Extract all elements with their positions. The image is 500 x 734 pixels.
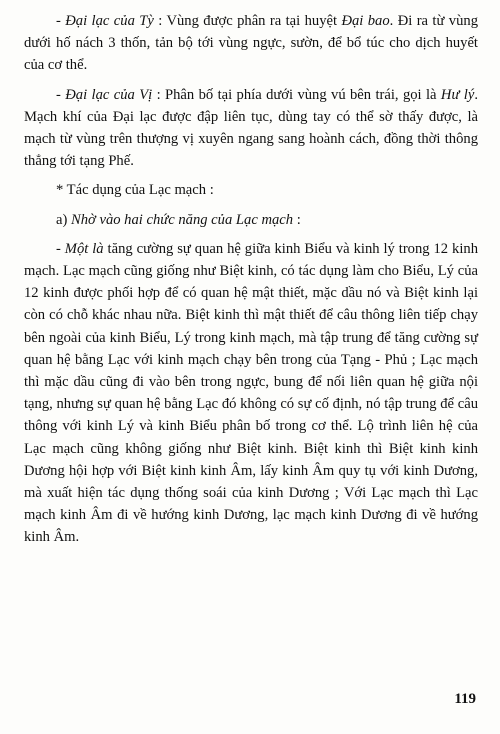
subheading-a: [24, 209, 478, 231]
section-heading-tac-dung: [24, 179, 478, 201]
term-label-dai-lac-vi: - Đại lạc của Vị: [56, 86, 153, 103]
subheading-suffix: :: [293, 211, 301, 228]
paragraph-text: tăng cường sự quan hệ giữa kinh Biểu và kinh lý trong 12 kinh mạch. Lạc mạch cũng giống như Biệt kinh, có tác dụng làm cho Biểu, Lý của 12 kinh được phối hợp để có quan hệ mật thiết, mặc dầu nó và Biệt kinh lại còn có chỗ khác nhau nữa. Biệt kinh thì mật thiết để câu thông liên tiếp chạy bên ngoài của kinh Biểu, Lý trong kinh mạch, mà tập trung để tăng cường sự quan hệ bằng Lạc với kinh mạch chạy bên trong của Tạng - Phủ ; Lạc mạch thì mặc dầu cũng đi vào bên trong ngực, bung để nối liên quan hệ giữa nội tạng, nhưng sự quan hệ bằng Lạc đó không có sự cố định, nó tập trung để câu thông với kinh Lý và kinh Biểu phân bố trong cơ thể. Lộ trình liên hệ của Lạc mạch cũng không giống như Biệt kinh. Biệt kinh thì Biệt kinh kinh Dương hội hợp với Biệt kinh kinh Âm, lấy kinh Âm quy tụ với kinh Dương, mà xuất hiện tác dụng thống soái của kinh Dương ; Với Lạc mạch thì Lạc mạch kinh Âm đi về hướng kinh Dương, lạc mạch kinh Dương đi về hướng kinh Âm.: [24, 240, 478, 546]
term-label-mot-la: - Một là: [56, 240, 104, 257]
paragraph-dai-lac-cua-vi: [24, 84, 478, 173]
term-hu-ly: Hư lý: [440, 86, 475, 103]
heading-text: * Tác dụng của Lạc mạch :: [56, 182, 214, 199]
paragraph-text: . Đi ra từ vùng dưới hố nách 3 thốn, tản bộ tới vùng ngực, sườn, để bổ túc cho dịch huyết của cơ thể.: [24, 13, 478, 74]
paragraph-dai-lac-cua-ty: [24, 10, 478, 77]
paragraph-mot-la: [24, 238, 478, 549]
subheading-text: Nhờ vào hai chức năng của Lạc mạch: [71, 211, 294, 228]
paragraph-text: . Mạch khí của Đại lạc được đập liên tục, dùng tay có thể sờ thấy được, là mạch từ vùng trên thượng vị xuyên ngang sang hoành cách, đồng thời thông thẳng tới tạng Phế.: [24, 86, 478, 170]
page-number: 119: [454, 691, 476, 707]
subheading-prefix: a): [56, 211, 71, 228]
paragraph-text: : Phân bố tại phía dưới vùng vú bên trái, gọi là: [152, 86, 441, 103]
term-dai-bao: Đại bao: [341, 13, 390, 29]
term-label-dai-lac-ty: - Đại lạc của Tỳ: [56, 13, 154, 29]
paragraph-text: : Vùng được phân ra tại huyệt: [153, 13, 342, 29]
document-page: [24, 10, 478, 554]
